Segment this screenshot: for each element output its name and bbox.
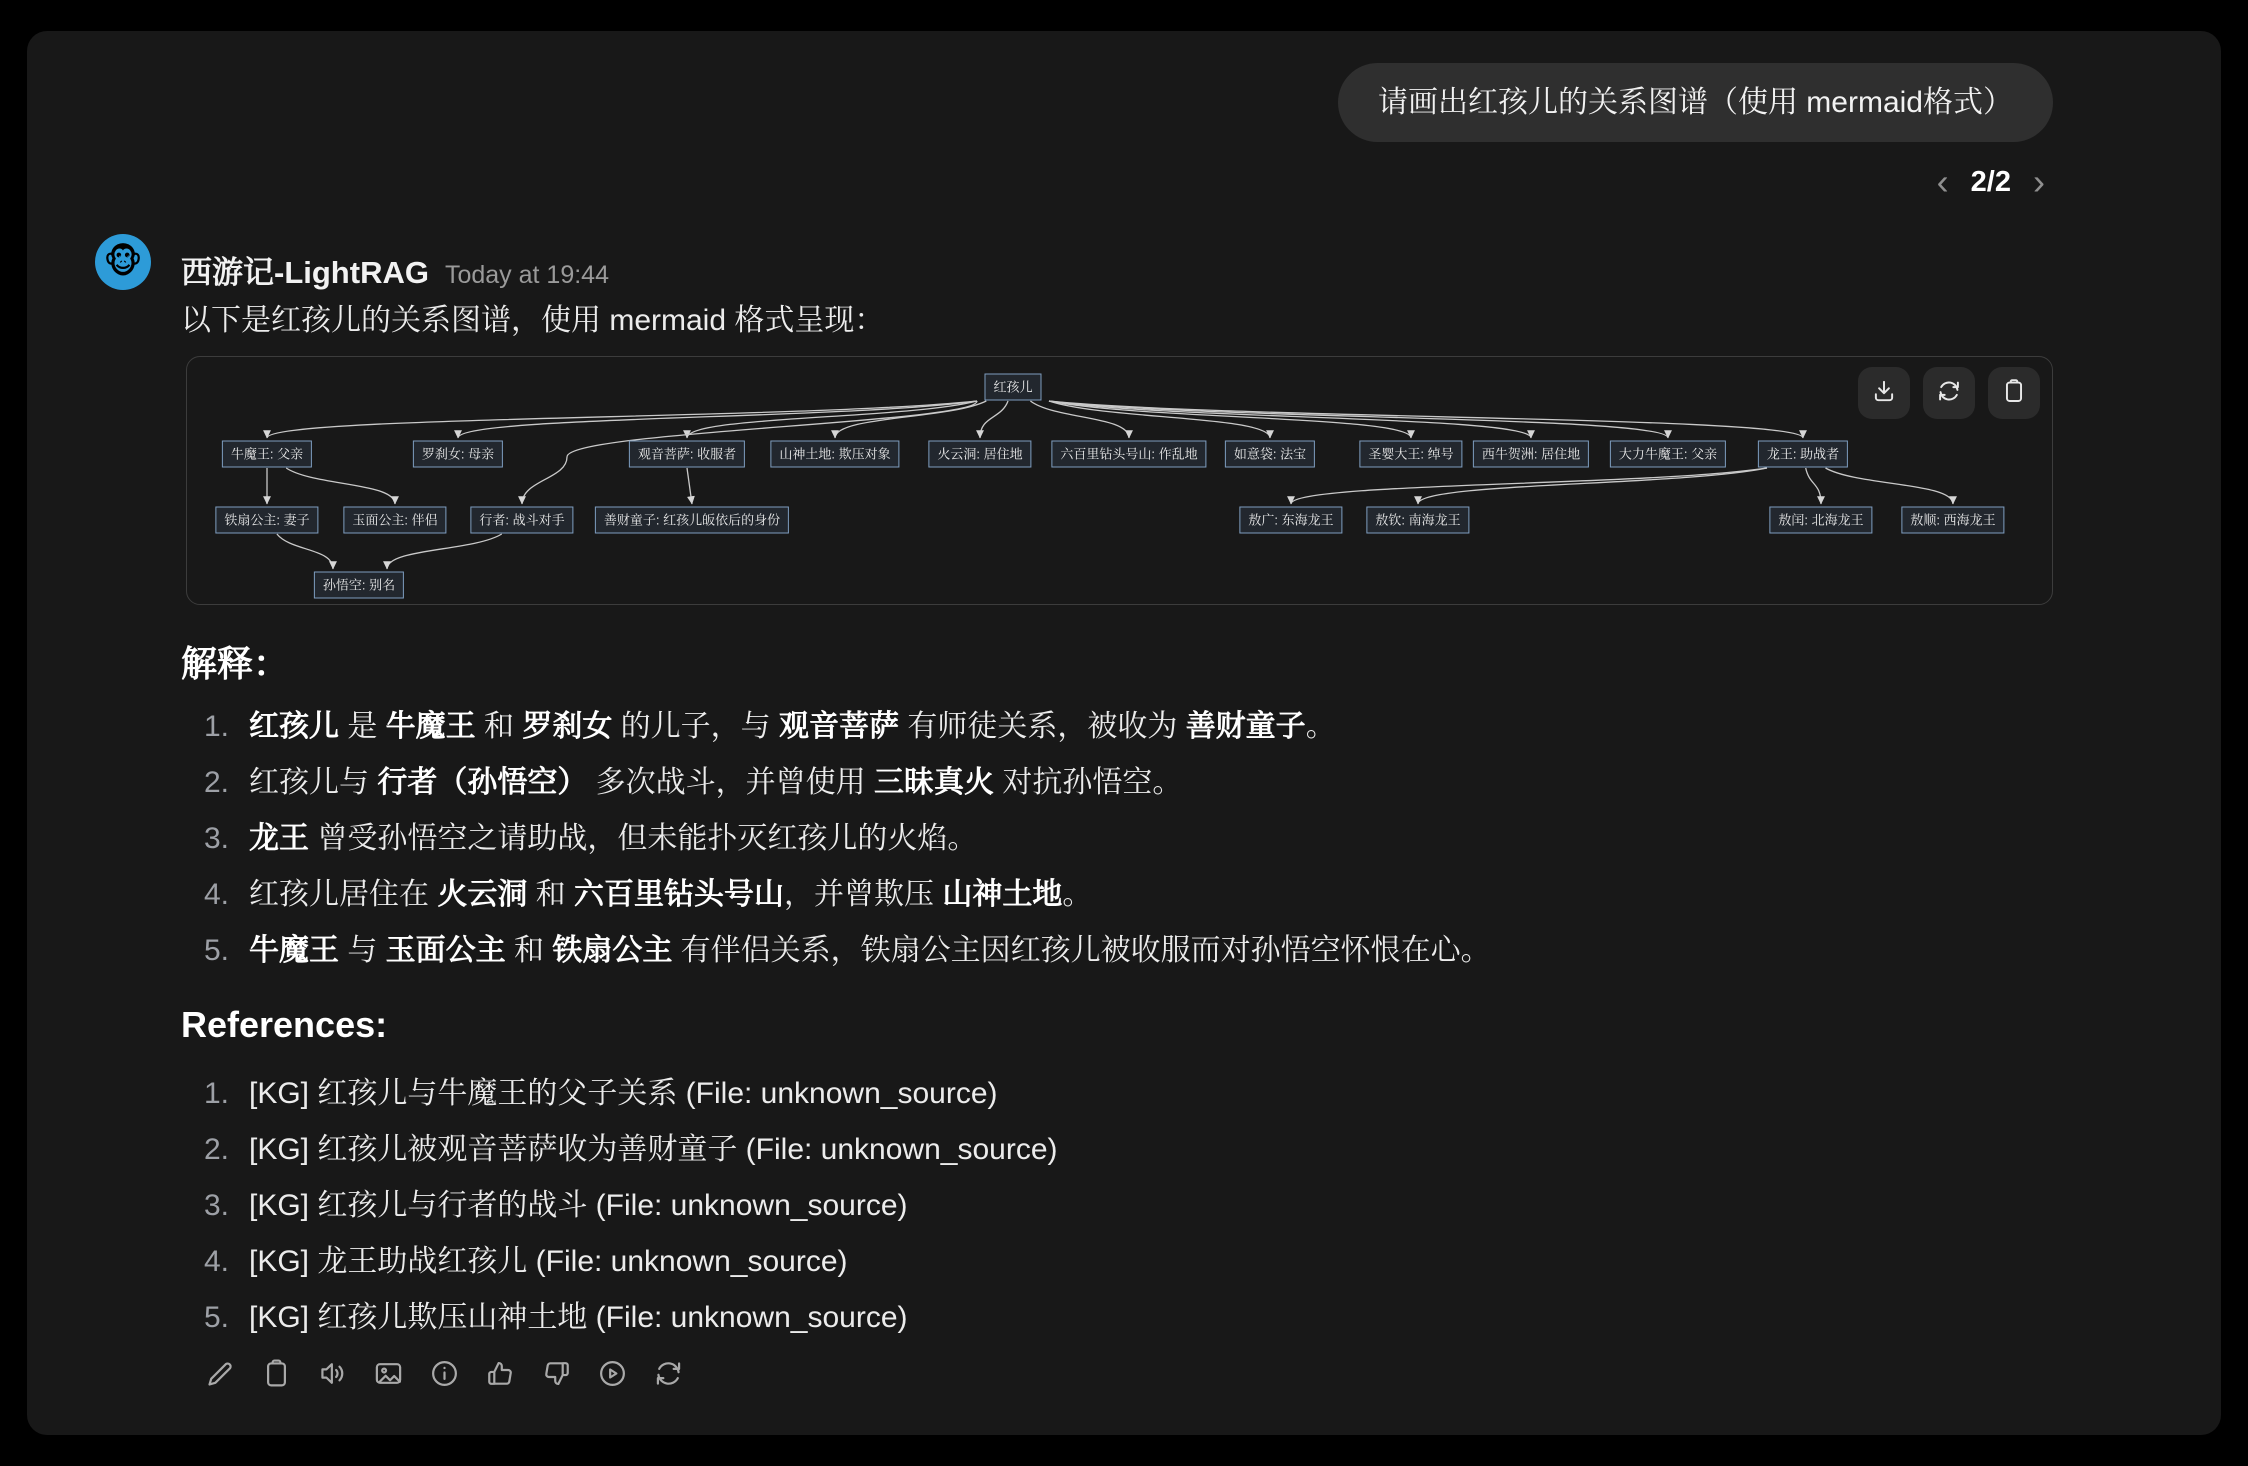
explanation-item: 1. 红孩儿 是 牛魔王 和 罗刹女 的儿子，与 观音菩萨 有师徒关系，被收为 善财童子。	[203, 710, 1336, 743]
edit-icon	[205, 1358, 236, 1394]
diagram-node-aoguang: 敖广: 东海龙王	[1239, 507, 1342, 534]
reference-item: 5. [KG] 红孩儿欺压山神土地 (File: unknown_source)	[203, 1301, 908, 1334]
diagram-node-shancai: 善财童子: 红孩儿皈依后的身份	[595, 507, 789, 534]
reference-item: 1. [KG] 红孩儿与牛魔王的父子关系 (File: unknown_source)	[203, 1077, 998, 1110]
refresh-button[interactable]	[1923, 367, 1975, 419]
download-button[interactable]	[1858, 367, 1910, 419]
diagram-node-shengying: 圣婴大王: 绰号	[1359, 441, 1462, 468]
chat-panel	[27, 31, 2221, 1435]
diagram-node-longwang: 龙王: 助战者	[1758, 441, 1848, 468]
info-icon	[429, 1358, 460, 1394]
mermaid-diagram-panel	[186, 356, 2053, 605]
copy-icon	[261, 1358, 292, 1394]
play-icon	[597, 1358, 628, 1394]
references-list	[181, 1066, 1058, 1346]
regenerate-button[interactable]	[652, 1359, 685, 1392]
diagram-node-aoshun: 敖顺: 西海龙王	[1901, 507, 2004, 534]
monkey-avatar-icon: 🐵	[103, 243, 143, 281]
diagram-node-dali: 大力牛魔王: 父亲	[1610, 441, 1726, 468]
page-indicator: 2/2	[1970, 165, 2011, 198]
diagram-node-luo: 罗刹女: 母亲	[413, 441, 503, 468]
diagram-node-niu: 牛魔王: 父亲	[222, 441, 312, 468]
user-message-text: 请画出红孩儿的关系图谱（使用 mermaid格式）	[1377, 86, 2013, 119]
diagram-toolbar	[1858, 367, 2040, 419]
thumbs-down-icon	[541, 1358, 572, 1394]
play-button[interactable]	[596, 1359, 629, 1392]
regenerate-icon	[653, 1358, 684, 1394]
references-heading: References:	[181, 1004, 388, 1045]
assistant-name: 西游记-LightRAG	[181, 255, 429, 290]
image-button[interactable]	[372, 1359, 405, 1392]
explanation-heading: 解释：	[181, 643, 290, 684]
edit-button[interactable]	[204, 1359, 237, 1392]
reference-item: 4. [KG] 龙王助战红孩儿 (File: unknown_source)	[203, 1245, 848, 1278]
diagram-node-xiniu: 西牛贺洲: 居住地	[1473, 441, 1589, 468]
chevron-left-icon[interactable]: ‹	[1936, 161, 1949, 202]
clipboard-button[interactable]	[1988, 367, 2040, 419]
diagram-node-xingzhe: 行者: 战斗对手	[470, 507, 573, 534]
explanation-item: 4. 红孩儿居住在 火云洞 和 六百里钻头号山，并曾欺压 山神土地。	[203, 878, 1093, 911]
diagram-node-guanyin: 观音菩萨: 收服者	[629, 441, 745, 468]
diagram-node-sunwukong: 孙悟空: 别名	[314, 572, 404, 599]
clipboard-icon	[2001, 378, 2027, 409]
thumbs-down-button[interactable]	[540, 1359, 573, 1392]
user-message-bubble	[1338, 63, 2053, 142]
explanation-item: 5. 牛魔王 与 玉面公主 和 铁扇公主 有伴侣关系，铁扇公主因红孩儿被收服而对孙悟空怀恨在心。	[203, 934, 1491, 967]
diagram-node-hong: 红孩儿	[984, 374, 1041, 401]
message-timestamp: Today at 19:44	[444, 261, 609, 289]
reference-item: 3. [KG] 红孩儿与行者的战斗 (File: unknown_source)	[203, 1189, 908, 1222]
download-icon	[1871, 378, 1897, 409]
copy-button[interactable]	[260, 1359, 293, 1392]
image-icon	[373, 1358, 404, 1394]
diagram-node-liubai: 六百里钻头号山: 作乱地	[1051, 441, 1206, 468]
read-aloud-icon	[317, 1358, 348, 1394]
diagram-node-shanshen: 山神土地: 欺压对象	[770, 441, 899, 468]
diagram-node-aoqin: 敖钦: 南海龙王	[1366, 507, 1469, 534]
explanation-item: 2. 红孩儿与 行者（孙悟空） 多次战斗，并曾使用 三昧真火 对抗孙悟空。	[203, 766, 1183, 799]
assistant-message-header	[181, 247, 609, 292]
refresh-icon	[1936, 378, 1962, 409]
message-pagination	[1937, 163, 2045, 201]
thumbs-up-button[interactable]	[484, 1359, 517, 1392]
message-action-bar	[204, 1359, 685, 1392]
reference-item: 2. [KG] 红孩儿被观音菩萨收为善财童子 (File: unknown_source)	[203, 1133, 1058, 1166]
diagram-edges	[187, 357, 2052, 604]
explanation-list	[181, 699, 1491, 979]
diagram-node-ruyi: 如意袋: 法宝	[1225, 441, 1315, 468]
info-button[interactable]	[428, 1359, 461, 1392]
explanation-item: 3. 龙王 曾受孙悟空之请助战，但未能扑灭红孩儿的火焰。	[203, 822, 978, 855]
chevron-right-icon[interactable]: ›	[2033, 161, 2045, 202]
read-aloud-button[interactable]	[316, 1359, 349, 1392]
diagram-node-huoyun: 火云洞: 居住地	[928, 441, 1031, 468]
assistant-avatar	[95, 234, 151, 290]
diagram-node-tieshan: 铁扇公主: 妻子	[215, 507, 318, 534]
diagram-node-yumian: 玉面公主: 伴侣	[343, 507, 446, 534]
thumbs-up-icon	[485, 1358, 516, 1394]
assistant-intro-text: 以下是红孩儿的关系图谱，使用 mermaid 格式呈现：	[181, 304, 885, 337]
diagram-node-aorun: 敖闰: 北海龙王	[1769, 507, 1872, 534]
